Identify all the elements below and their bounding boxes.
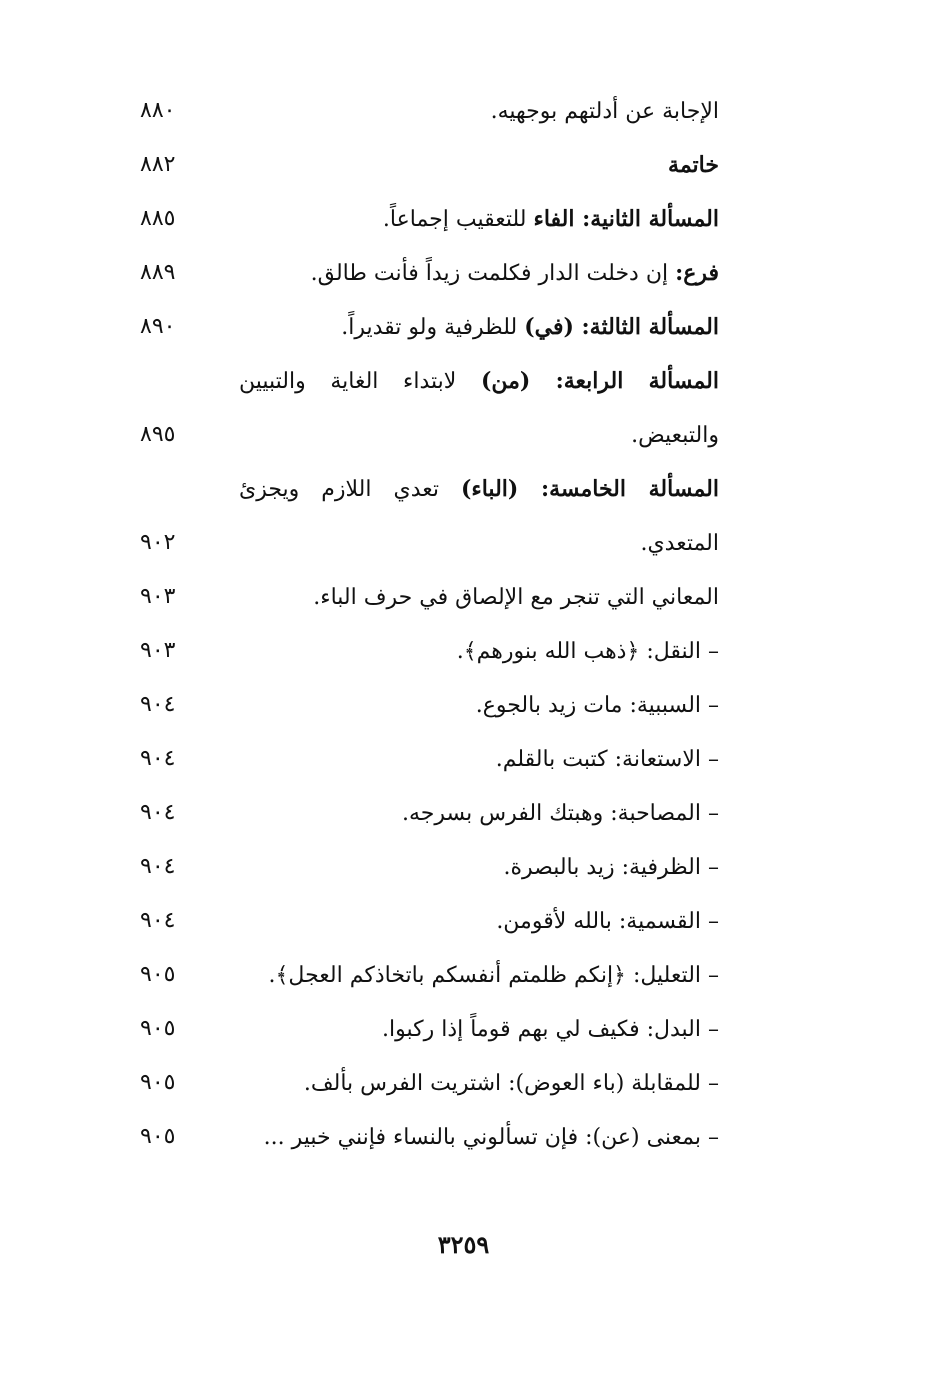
toc-entry: [0, 301, 927, 355]
page-number: ٣٢٥٩: [437, 1230, 490, 1259]
entry-page-number: ٨٨٢: [140, 152, 176, 177]
entry-title: – بمعنى (عن): فإن تسألوني بالنساء فإنني خبير ...: [263, 1125, 719, 1150]
entry-page-number: ٩٠٤: [140, 746, 176, 771]
entry-title: والتبعيض.: [631, 423, 719, 448]
entry-page-number: ٨٨٩: [140, 260, 176, 285]
entry-title: – الظرفية: زيد بالبصرة.: [503, 855, 719, 880]
toc-entry: [0, 85, 927, 139]
toc-entry: [0, 355, 927, 409]
toc-entry: [0, 571, 927, 625]
toc-entry: [0, 247, 927, 301]
toc-entry: [0, 733, 927, 787]
entry-title: فرع: إن دخلت الدار فكلمت زيداً فأنت طالق.: [310, 260, 719, 286]
entry-title: المسألة الثانية: الفاء للتعقيب إجماعاً.: [382, 206, 719, 232]
entry-title: المسألة الثالثة: (في) للظرفية ولو تقديراً.: [341, 314, 719, 340]
toc-entry: [0, 679, 927, 733]
entry-title: المتعدي.: [640, 531, 719, 556]
entry-page-number: ٩٠٣: [140, 638, 176, 663]
toc-entry: [0, 409, 927, 463]
entry-title: – السببية: مات زيد بالجوع.: [475, 693, 719, 718]
entry-title: – البدل: فكيف لي بهم قوماً إذا ركبوا.: [382, 1017, 719, 1042]
entry-page-number: ٨٩٥: [140, 422, 176, 447]
entry-title: – القسمية: بالله لأقومن.: [496, 909, 719, 934]
entry-title: – للمقابلة (باء العوض): اشتريت الفرس بألف.: [303, 1071, 719, 1096]
entry-title: – المصاحبة: وهبتك الفرس بسرجه.: [402, 801, 719, 826]
entry-page-number: ٩٠٤: [140, 800, 176, 825]
entry-title: خاتمة: [668, 152, 719, 178]
entry-page-number: ٩٠٤: [140, 692, 176, 717]
toc-entry: [0, 625, 927, 679]
toc-entry: [0, 949, 927, 1003]
entry-title: – الاستعانة: كتبت بالقلم.: [495, 747, 719, 772]
entry-title: المسألة الخامسة: (الباء) تعدي اللازم ويجزئ: [239, 476, 720, 502]
entry-title: – النقل: ﴿ذهب الله بنورهم﴾.: [456, 639, 719, 664]
entry-page-number: ٩٠٤: [140, 908, 176, 933]
entry-page-number: ٩٠٥: [140, 1124, 176, 1149]
entry-page-number: ٩٠٤: [140, 854, 176, 879]
entry-page-number: ٩٠٣: [140, 584, 176, 609]
entry-title: المعاني التي تنجر مع الإلصاق في حرف الباء.: [313, 585, 719, 610]
entry-page-number: ٨٩٠: [140, 314, 176, 339]
entry-page-number: ٩٠٢: [140, 530, 176, 555]
table-of-contents: [0, 85, 927, 1165]
toc-entry: [0, 895, 927, 949]
toc-entry: [0, 517, 927, 571]
entry-title: الإجابة عن أدلتهم بوجهيه.: [490, 99, 719, 124]
toc-entry: [0, 1057, 927, 1111]
entry-page-number: ٨٨٠: [140, 98, 176, 123]
entry-title: – التعليل: ﴿إنكم ظلمتم أنفسكم باتخاذكم العجل﴾.: [268, 963, 719, 988]
toc-entry: [0, 139, 927, 193]
toc-entry: [0, 1111, 927, 1165]
toc-entry: [0, 787, 927, 841]
toc-entry: [0, 193, 927, 247]
entry-title: المسألة الرابعة: (من) لابتداء الغاية والتبيين: [239, 368, 719, 394]
entry-page-number: ٩٠٥: [140, 1016, 176, 1041]
entry-page-number: ٩٠٥: [140, 962, 176, 987]
entry-page-number: ٨٨٥: [140, 206, 176, 231]
toc-entry: [0, 1003, 927, 1057]
entry-page-number: ٩٠٥: [140, 1070, 176, 1095]
toc-entry: [0, 463, 927, 517]
toc-entry: [0, 841, 927, 895]
